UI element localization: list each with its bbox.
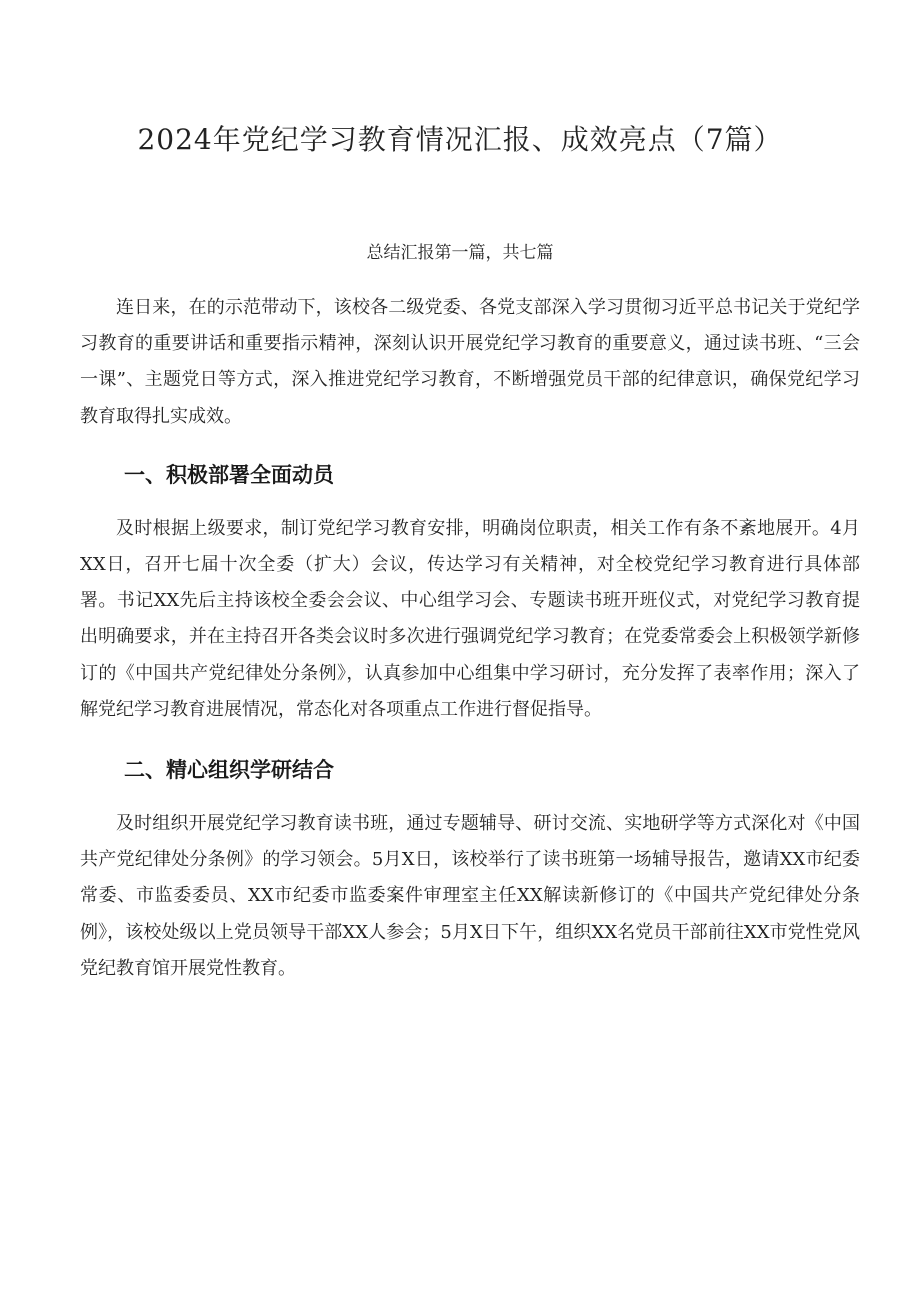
- section-heading: 一、积极部署全面动员: [124, 462, 334, 487]
- document-body: [80, 290, 860, 987]
- section-heading: 二、精心组织学研结合: [124, 758, 334, 783]
- intro-paragraph: 连日来，在的示范带动下，该校各二级党委、各党支部深入学习贯彻习近平总书记关于党纪学习教育的重要讲话和重要指示精神，深刻认识开展党纪学习教育的重要意义，通过读书班、“三会一课”、主题党日等方式，深入推进党纪学习教育，不断增强党员干部的纪律意识，确保党纪学习教育取得扎实成效。: [80, 297, 860, 427]
- document-subtitle: 总结汇报第一篇，共七篇: [366, 243, 554, 263]
- section-paragraph: 及时根据上级要求，制订党纪学习教育安排，明确岗位职责，相关工作有条不紊地展开。4月XX日，召开七届十次全委（扩大）会议，传达学习有关精神，对全校党纪学习教育进行具体部署。书记XX先后主持该校全委会会议、中心组学习会、专题读书班开班仪式，对党纪学习教育提出明确要求，并在主持召开各类会议时多次进行强调党纪学习教育；在党委常委会上积极领学新修订的《中国共产党纪律处分条例》，认真参加中心组集中学习研讨，充分发挥了表率作用；深入了解党纪学习教育进展情况，常态化对各项重点工作进行督促指导。: [80, 517, 860, 720]
- document-title: 2024年党纪学习教育情况汇报、成效亮点（7篇）: [137, 123, 783, 156]
- section-paragraph: 及时组织开展党纪学习教育读书班，通过专题辅导、研讨交流、实地研学等方式深化对《中国共产党纪律处分条例》的学习领会。5月X日，该校举行了读书班第一场辅导报告，邀请XX市纪委常委、市监委委员、XX市纪委市监委案件审理室主任XX解读新修订的《中国共产党纪律处分条例》，该校处级以上党员领导干部XX人参会；5月X日下午，组织XX名党员干部前往XX市党性党风党纪教育馆开展党性教育。: [80, 813, 860, 979]
